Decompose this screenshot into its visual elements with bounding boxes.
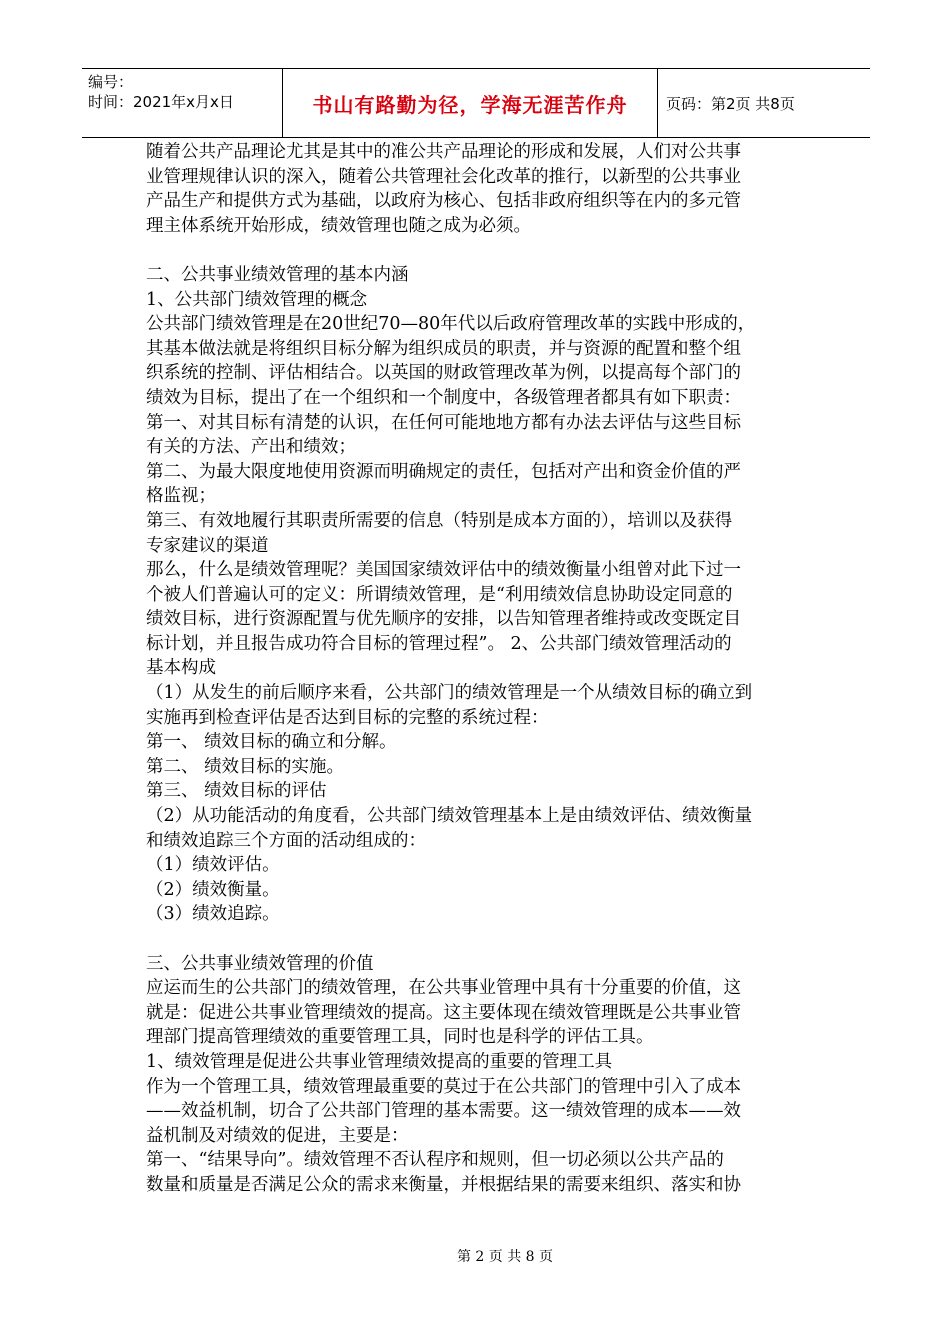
- page-footer: 第 2 页 共 8 页: [456, 1249, 554, 1265]
- text-line: （3）绩效追踪。: [146, 904, 280, 925]
- text-line: 实施再到检查评估是否达到目标的完整的系统过程：: [146, 707, 549, 728]
- header-page-info: 页码：第2页 共8页: [666, 94, 795, 113]
- text-line: 理主体系统开始形成，绩效管理也随之成为必须。: [146, 215, 531, 236]
- page-header: [82, 68, 870, 138]
- text-line: 有关的方法、产出和绩效；: [146, 437, 356, 458]
- text-line: 三、公共事业绩效管理的价值: [146, 953, 374, 974]
- text-line: 织系统的控制、评估相结合。以英国的财政管理改革为例，以提高每个部门的: [146, 363, 741, 384]
- text-line: 理部门提高管理绩效的重要管理工具，同时也是科学的评估工具。: [146, 1027, 654, 1048]
- text-line: 和绩效追踪三个方面的活动组成的：: [146, 830, 426, 851]
- text-line: 公共部门绩效管理是在20世纪70—80年代以后政府管理改革的实践中形成的，: [146, 314, 756, 335]
- text-line: （2）绩效衡量。: [146, 879, 280, 900]
- text-line: 基本构成: [146, 658, 216, 679]
- text-line: 第二、 绩效目标的实施。: [146, 756, 345, 777]
- text-line: 其基本做法就是将组织目标分解为组织成员的职责，并与资源的配置和整个组: [146, 338, 741, 359]
- text-line: 1、公共部门绩效管理的概念: [146, 289, 368, 310]
- text-line: 1、绩效管理是促进公共事业管理绩效提高的重要的管理工具: [146, 1051, 613, 1072]
- document-time-label: 时间：2021年x月x日: [88, 93, 234, 111]
- text-line: 那么，什么是绩效管理呢？美国国家绩效评估中的绩效衡量小组曾对此下过一: [146, 560, 741, 581]
- text-line: 数量和质量是否满足公众的需求来衡量，并根据结果的需要来组织、落实和协: [146, 1174, 741, 1195]
- text-line: 作为一个管理工具，绩效管理最重要的莫过于在公共部门的管理中引入了成本: [146, 1076, 741, 1097]
- text-line: （2）从功能活动的角度看，公共部门绩效管理基本上是由绩效评估、绩效衡量: [146, 806, 753, 827]
- text-line: （1）从发生的前后顺序来看，公共部门的绩效管理是一个从绩效目标的确立到: [146, 683, 753, 704]
- text-line: 第二、为最大限度地使用资源而明确规定的责任，包括对产出和资金价值的严: [146, 461, 741, 482]
- document-body: [146, 140, 816, 1198]
- text-line: 第三、 绩效目标的评估: [146, 781, 327, 802]
- text-line: 益机制及对绩效的促进，主要是：: [146, 1125, 409, 1146]
- text-line: 格监视；: [146, 486, 216, 507]
- text-line: 专家建议的渠道: [146, 535, 269, 556]
- text-line: 标计划，并且报告成功符合目标的管理过程”。 2、公共部门绩效管理活动的: [146, 633, 732, 654]
- header-motto: 书山有路勤为径，学海无涯苦作舟: [312, 92, 628, 117]
- header-motto-cell: [282, 69, 658, 137]
- text-line: 二、公共事业绩效管理的基本内涵: [146, 264, 409, 285]
- text-line: 产品生产和提供方式为基础，以政府为核心、包括非政府组织等在内的多元管: [146, 191, 741, 212]
- text-line: 绩效为目标，提出了在一个组织和一个制度中，各级管理者都具有如下职责：: [146, 387, 741, 408]
- blank-line: [146, 927, 816, 952]
- header-meta: [88, 72, 278, 112]
- text-line: 第三、有效地履行其职责所需要的信息（特别是成本方面的），培训以及获得: [146, 510, 733, 531]
- document-number-label: 编号：: [88, 73, 134, 91]
- text-line: 应运而生的公共部门的绩效管理，在公共事业管理中具有十分重要的价值，这: [146, 978, 741, 999]
- text-line: 第一、 绩效目标的确立和分解。: [146, 732, 397, 753]
- blank-line: [146, 238, 816, 263]
- text-line: 第一、“结果导向”。绩效管理不否认程序和规则，但一切必须以公共产品的: [146, 1150, 724, 1171]
- text-line: ——效益机制，切合了公共部门管理的基本需要。这一绩效管理的成本——效: [146, 1101, 741, 1122]
- text-line: 绩效目标，进行资源配置与优先顺序的安排，以告知管理者维持或改变既定目: [146, 609, 741, 630]
- text-line: 就是：促进公共事业管理绩效的提高。这主要体现在绩效管理既是公共事业管: [146, 1002, 741, 1023]
- text-line: 业管理规律认识的深入，随着公共管理社会化改革的推行，以新型的公共事业: [146, 166, 741, 187]
- text-line: 第一、对其目标有清楚的认识，在任何可能地地方都有办法去评估与这些目标: [146, 412, 741, 433]
- text-line: 随着公共产品理论尤其是其中的准公共产品理论的形成和发展，人们对公共事: [146, 142, 741, 162]
- text-line: （1）绩效评估。: [146, 855, 280, 876]
- text-line: 个被人们普遍认可的定义：所谓绩效管理，是“利用绩效信息协助设定同意的: [146, 584, 733, 605]
